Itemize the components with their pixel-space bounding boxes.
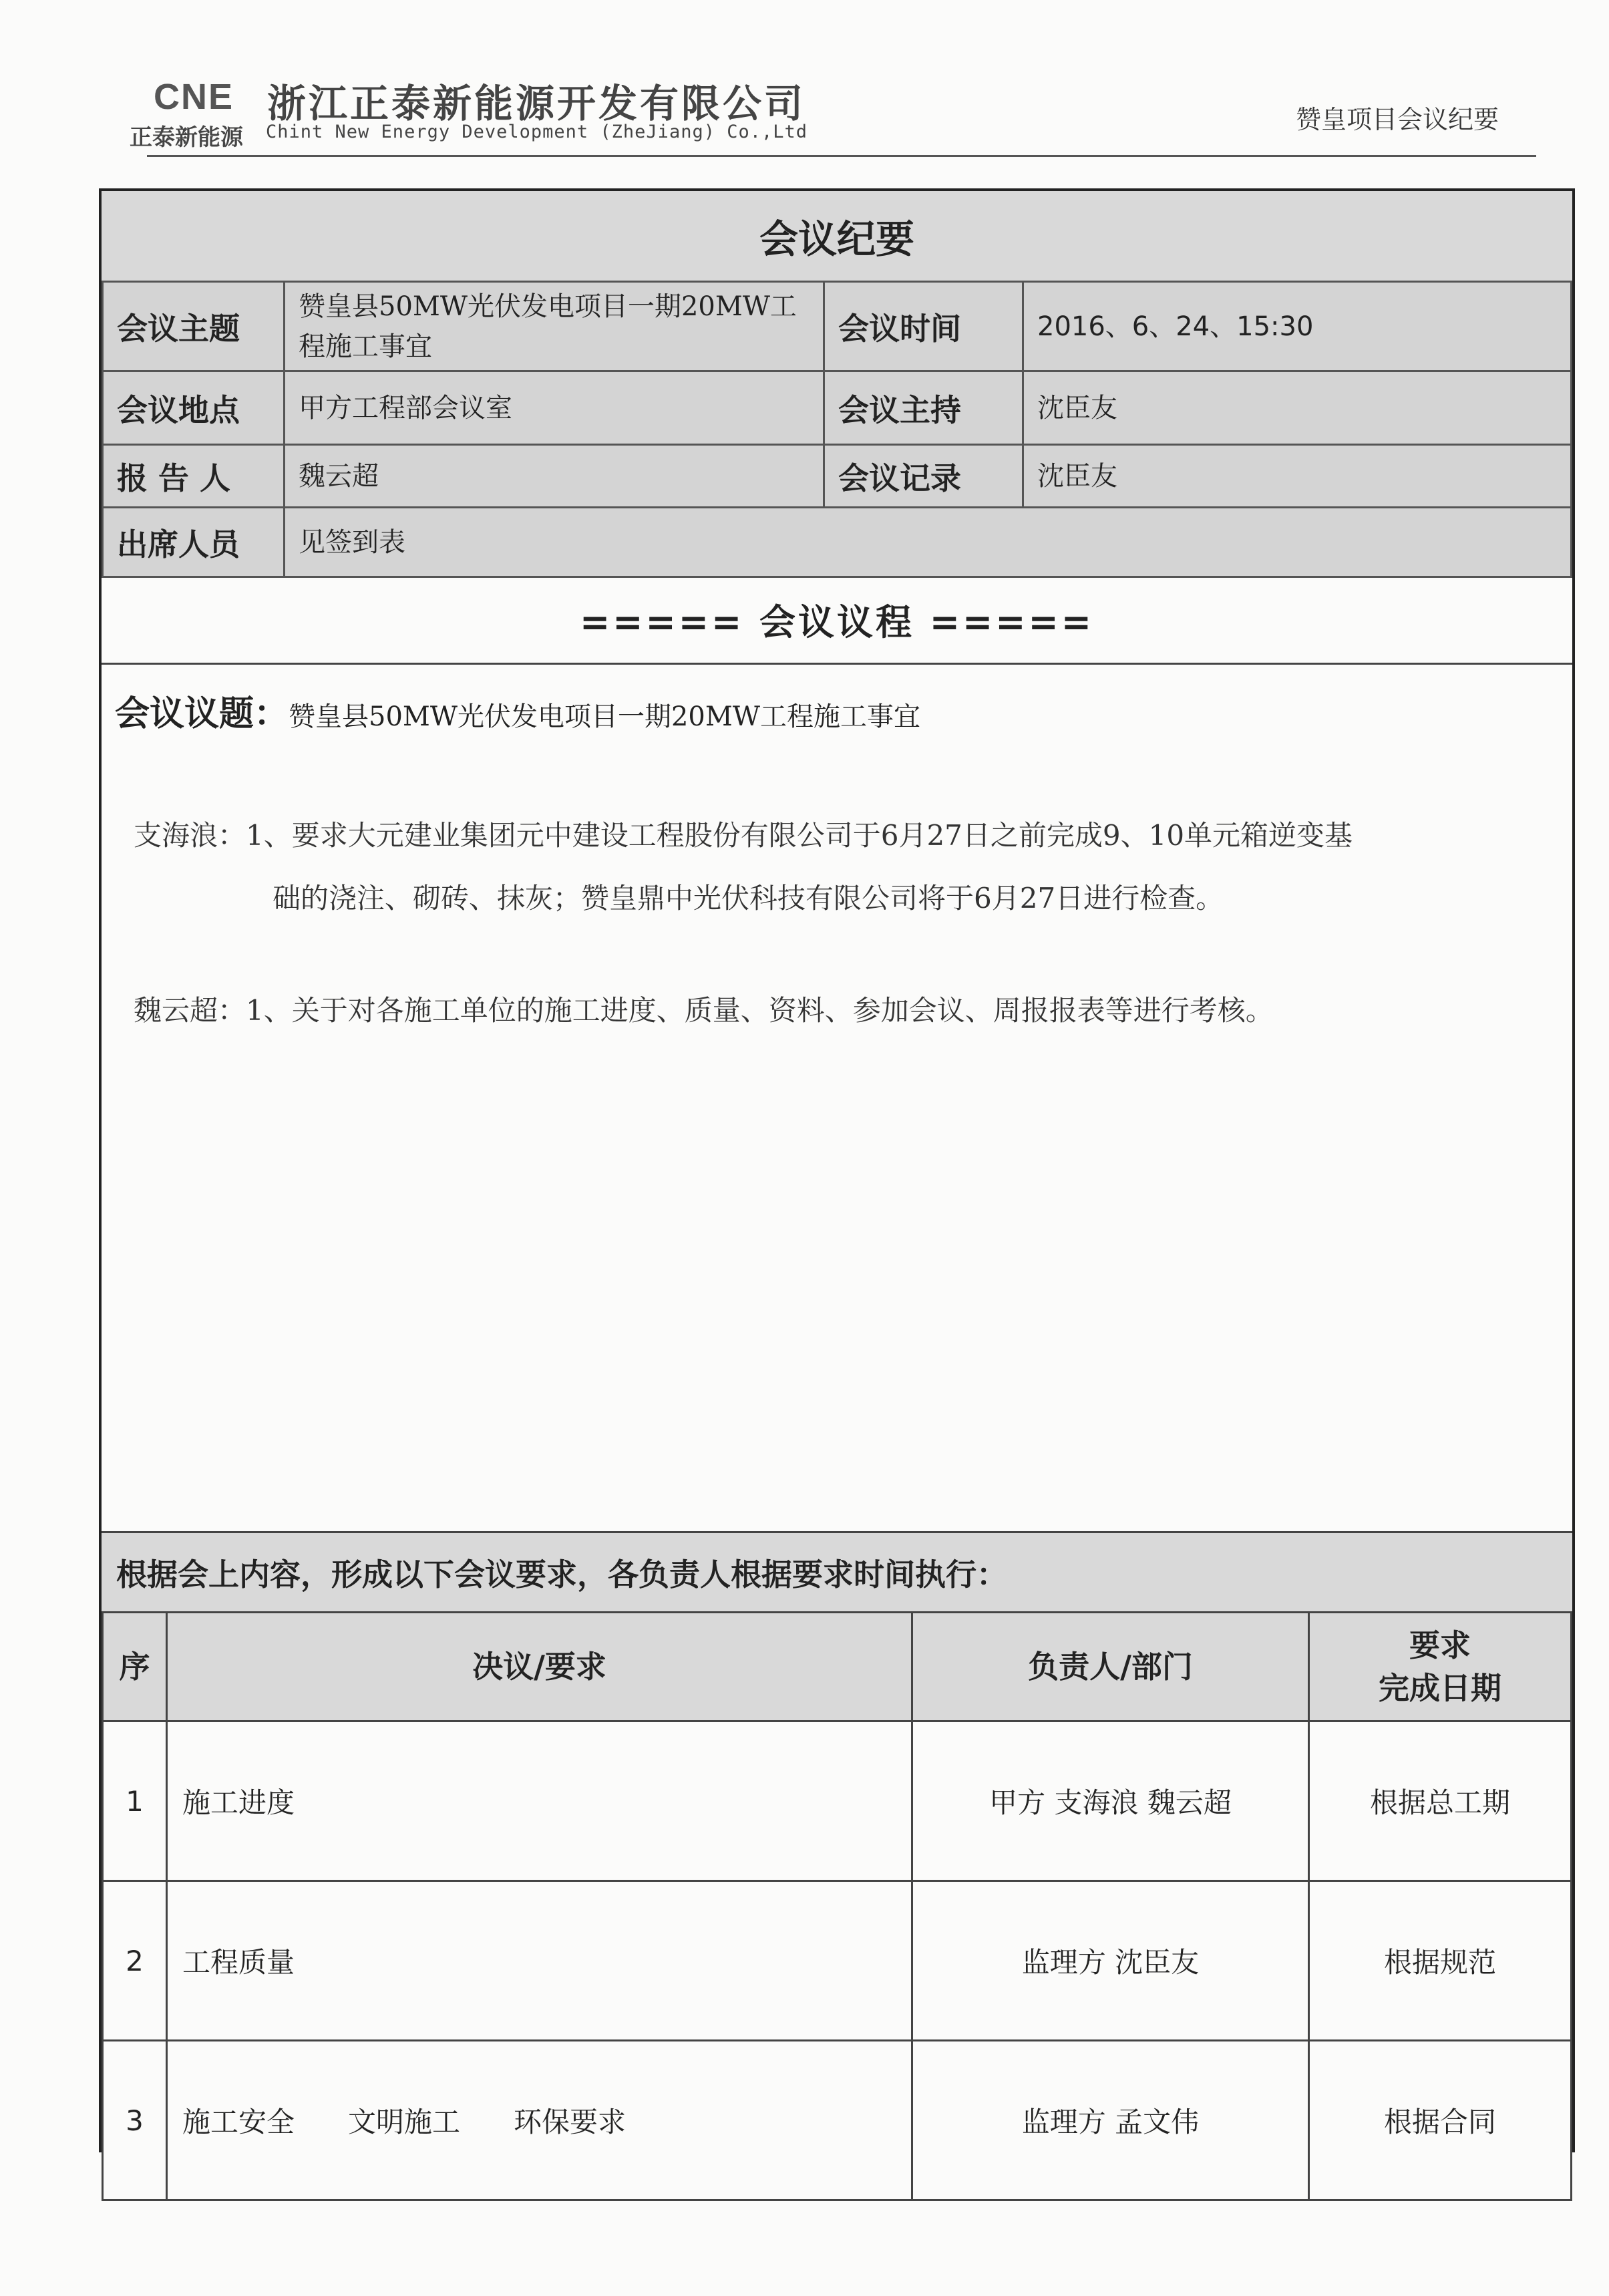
row-seq: 1 — [103, 1721, 167, 1881]
host-value: 沈臣友 — [1023, 371, 1572, 445]
subject-label: 会议主题 — [103, 282, 285, 371]
agenda-item — [134, 804, 1563, 930]
letterhead — [130, 72, 1536, 152]
topic-value: 赞皇县50MW光伏发电项目一期20MW工程施工事宜 — [289, 701, 920, 732]
recorder-value: 沈臣友 — [1023, 445, 1572, 508]
row-due: 根据规范 — [1309, 1881, 1572, 2041]
company-name-cn: 浙江正泰新能源开发有限公司 — [267, 81, 806, 126]
header-due-line1: 要求 — [1409, 1627, 1471, 1663]
form-title: 会议纪要 — [102, 191, 1572, 283]
company-logo: CNE — [154, 77, 234, 117]
row-item-text: 施工安全 — [182, 2106, 295, 2138]
info-row — [103, 508, 1572, 577]
agenda-item-line: 魏云超：1、关于对各施工单位的施工进度、质量、资料、参加会议、周报报表等进行考核。 — [134, 994, 1274, 1027]
attendees-label: 出席人员 — [103, 508, 285, 577]
time-value: 2016、6、24、15:30 — [1023, 282, 1572, 371]
row-item — [167, 1881, 912, 2041]
info-row — [103, 371, 1572, 445]
table-row — [103, 1721, 1572, 1881]
row-item-text: 文明施工 — [348, 2106, 461, 2138]
header-owner: 负责人/部门 — [912, 1613, 1309, 1721]
company-logo-subtitle: 正泰新能源 — [130, 124, 243, 151]
row-owner: 监理方 沈臣友 — [912, 1881, 1309, 2041]
recorder-label: 会议记录 — [824, 445, 1023, 508]
reporter-label: 报 告 人 — [103, 445, 285, 508]
meeting-info-table — [102, 281, 1572, 578]
row-due: 根据合同 — [1309, 2041, 1572, 2200]
row-seq: 2 — [103, 1881, 167, 2041]
attendees-value: 见签到表 — [285, 508, 1572, 577]
row-owner: 甲方 支海浪 魏云超 — [912, 1721, 1309, 1881]
header-divider — [147, 155, 1536, 157]
row-item-text: 工程质量 — [182, 1946, 295, 1979]
header-item: 决议/要求 — [167, 1613, 912, 1721]
row-owner: 监理方 孟文伟 — [912, 2041, 1309, 2200]
minutes-form — [99, 188, 1575, 2152]
row-due: 根据总工期 — [1309, 1721, 1572, 1881]
header-due-line2: 完成日期 — [1379, 1670, 1501, 1706]
info-row — [103, 282, 1572, 371]
requirements-intro: 根据会上内容，形成以下会议要求，各负责人根据要求时间执行： — [102, 1531, 1572, 1611]
row-item — [167, 2041, 912, 2200]
requirements-header-row — [103, 1613, 1572, 1721]
time-label: 会议时间 — [824, 282, 1023, 371]
host-label: 会议主持 — [824, 371, 1023, 445]
row-item-text: 环保要求 — [514, 2106, 627, 2138]
agenda-item-line: 支海浪：1、要求大元建业集团元中建设工程股份有限公司于6月27日之前完成9、10单元箱逆变基 — [134, 819, 1353, 852]
location-label: 会议地点 — [103, 371, 285, 445]
location-value: 甲方工程部会议室 — [285, 371, 824, 445]
table-row — [103, 1881, 1572, 2041]
company-name-en: Chint New Energy Development (ZheJiang) Co.,Ltd — [266, 122, 808, 142]
agenda-heading: ===== 会议议程 ===== — [579, 601, 1095, 643]
row-seq: 3 — [103, 2041, 167, 2200]
reporter-value: 魏云超 — [285, 445, 824, 508]
row-item-text: 施工进度 — [182, 1786, 295, 1819]
agenda-item-line: 础的浇注、砌砖、抹灰；赞皇鼎中光伏科技有限公司将于6月27日进行检查。 — [273, 882, 1224, 915]
agenda-topic — [115, 685, 1551, 735]
table-row — [103, 2041, 1572, 2200]
header-seq: 序 — [103, 1613, 167, 1721]
agenda-item — [134, 979, 1563, 1042]
requirements-table — [102, 1611, 1572, 2201]
agenda-divider — [102, 663, 1572, 665]
header-due — [1309, 1613, 1572, 1721]
document-label: 赞皇项目会议纪要 — [1296, 105, 1499, 134]
topic-label: 会议议题： — [115, 694, 289, 734]
subject-value: 赞皇县50MW光伏发电项目一期20MW工程施工事宜 — [285, 282, 824, 371]
row-item — [167, 1721, 912, 1881]
info-row — [103, 445, 1572, 508]
